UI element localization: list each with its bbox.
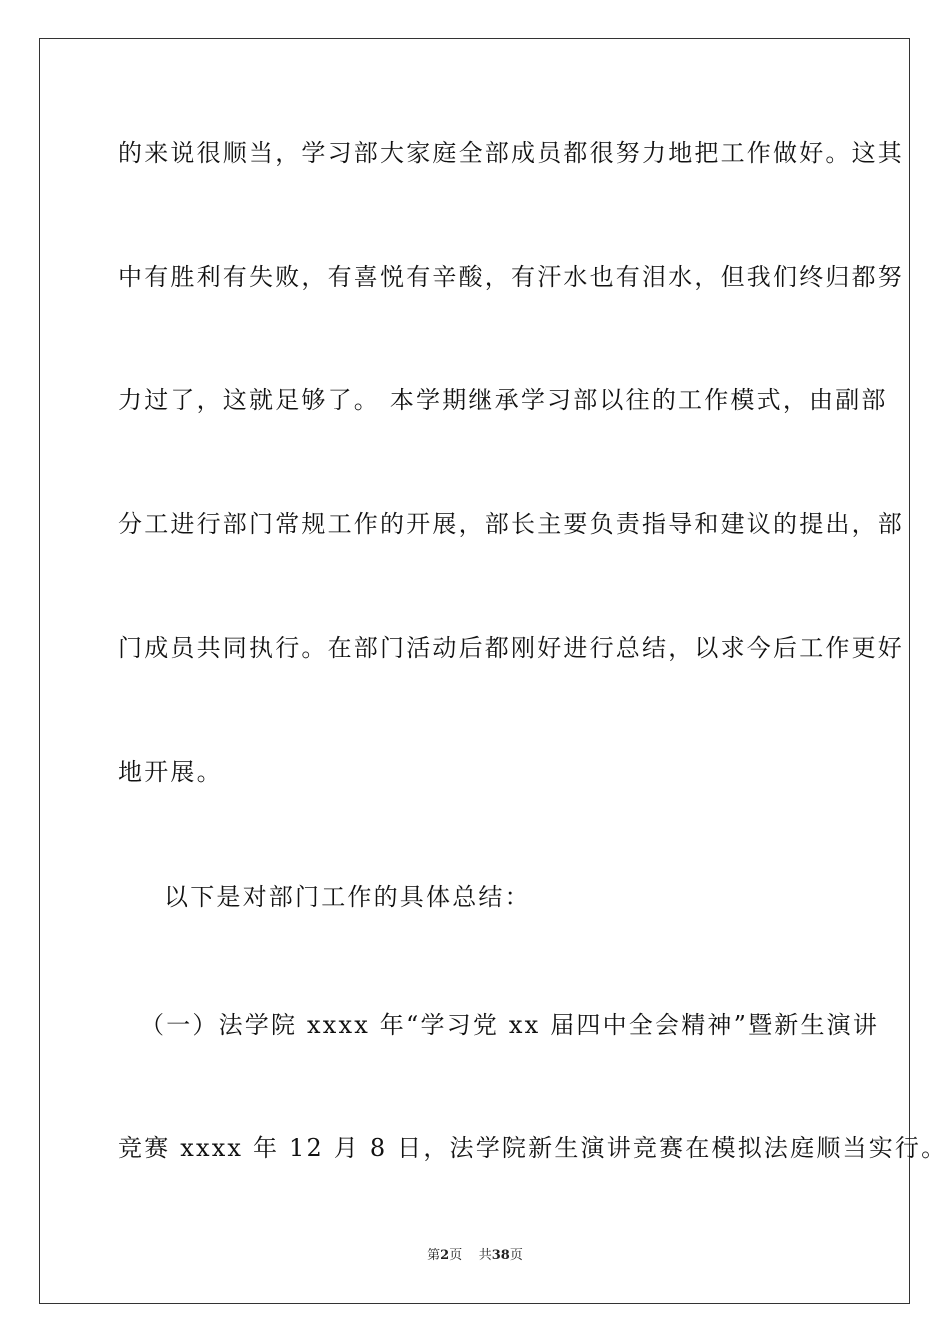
footer-page-number: 2	[440, 1248, 450, 1263]
footer-page-prefix: 第	[427, 1248, 441, 1263]
page-footer	[0, 1247, 950, 1265]
body-line-1: 的来说很顺当，学习部大家庭全部成员都很努力地把工作做好。这其	[118, 139, 904, 167]
footer-total-suffix: 页	[509, 1248, 523, 1263]
footer-total-pages: 38	[491, 1248, 510, 1263]
footer-page-suffix: 页	[449, 1248, 463, 1263]
body-line-2: 中有胜利有失败，有喜悦有辛酸，有汗水也有泪水，但我们终归都努	[118, 263, 904, 291]
footer-total-prefix: 共	[478, 1248, 492, 1263]
body-line-9: 竞赛 xxxx 年 12 月 8 日，法学院新生演讲竞赛在模拟法庭顺当实行。	[118, 1134, 948, 1162]
body-line-8: （一）法学院 xxxx 年“学习党 xx 届四中全会精神”暨新生演讲	[140, 1011, 880, 1039]
page-border	[39, 38, 948, 1304]
body-line-3: 力过了，这就足够了。 本学期继承学习部以往的工作模式，由副部	[118, 386, 888, 414]
body-line-4: 分工进行部门常规工作的开展，部长主要负责指导和建议的提出，部	[118, 510, 904, 538]
body-line-6: 地开展。	[118, 758, 223, 786]
body-line-5: 门成员共同执行。在部门活动后都刚好进行总结，以求今后工作更好	[118, 634, 904, 662]
body-line-7: 以下是对部门工作的具体总结：	[164, 883, 531, 911]
